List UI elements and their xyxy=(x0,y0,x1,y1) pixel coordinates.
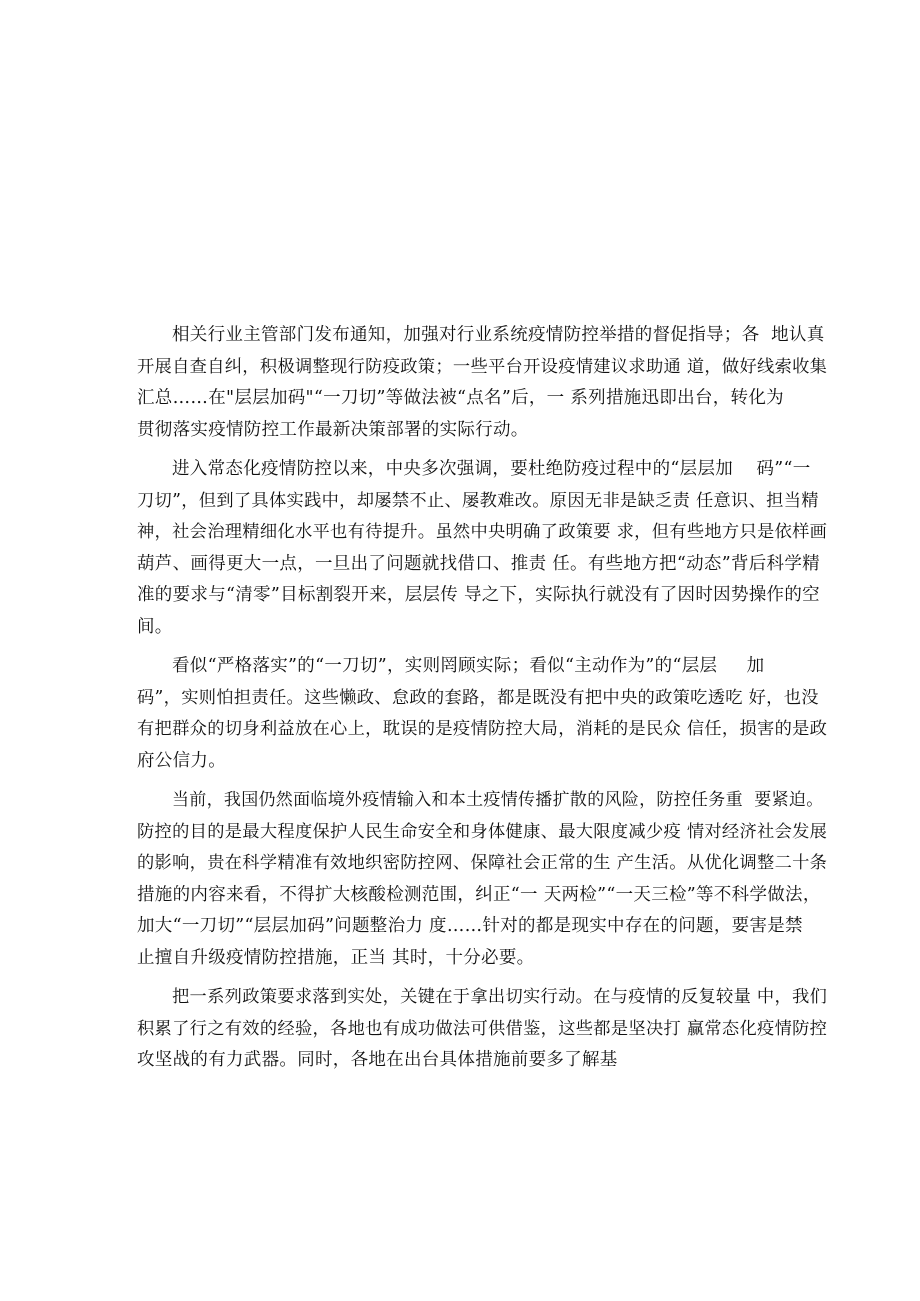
paragraph-line: 有把群众的切身利益放在心上，耽误的是疫情防控大局，消耗的是民众 信任，损害的是政 xyxy=(137,719,828,739)
paragraph-line: 进入常态化疫情防控以来，中央多次强调，要杜绝防疫过程中的“层层加 码”“一 xyxy=(172,459,811,479)
paragraph-line: 府公信力。 xyxy=(137,750,226,771)
paragraph-line: 开展自查自纠，积极调整现行防疫政策；一些平台开设疫情建议求助通 道，做好线索收集 xyxy=(137,356,828,377)
paragraph-line: 措施的内容来看，不得扩大核酸检测范围，纠正“一 天两检”“一天三检”等不科学做法， xyxy=(137,884,821,905)
paragraph-line: 防控的目的是最大程度保护人民生命安全和身体健康、最大限度减少疫 情对经济社会发展 xyxy=(137,821,828,842)
paragraph-1 xyxy=(137,320,828,446)
paragraph-line: 葫芦、画得更大一点，一旦出了问题就找借口、推责 任。有些地方把“动态”背后科学精 xyxy=(137,553,820,574)
paragraph-line: 间。 xyxy=(137,616,173,637)
paragraph-line: 看似“严格落实”的“一刀切”，实则罔顾实际；看似“主动作为”的“层层 加 xyxy=(172,656,765,676)
paragraph-line: 贯彻落实疫情防控工作最新决策部署的实际行动。 xyxy=(137,419,529,440)
paragraph-line: 相关行业主管部门发布通知，加强对行业系统疫情防控举措的督促指导；各 地认真 xyxy=(172,325,825,345)
paragraph-line: 把一系列政策要求落到实处，关键在于拿出切实行动。在与疫情的反复较量 中，我们 xyxy=(172,987,828,1007)
paragraph-5 xyxy=(137,982,828,1077)
paragraph-line: 码”，实则怕担责任。这些懒政、怠政的套路，都是既没有把中央的政策吃透吃 好，也没 xyxy=(137,687,819,708)
paragraph-3 xyxy=(137,651,828,777)
paragraph-line: 止擅自升级疫情防控措施，正当 其时，十分必要。 xyxy=(137,947,535,968)
document-body xyxy=(137,320,828,1085)
paragraph-2 xyxy=(137,454,828,643)
paragraph-line: 的影响，贵在科学精准有效地织密防控网、保障社会正常的生 产生活。从优化调整二十条 xyxy=(137,853,828,873)
paragraph-line: 刀切”，但到了具体实践中，却屡禁不止、屡教难改。原因无非是缺乏责 任意识、担当精 xyxy=(137,490,819,511)
paragraph-line: 神，社会治理精细化水平也有待提升。虽然中央明确了政策要 求，但有些地方只是依样画 xyxy=(137,522,828,542)
paragraph-line: 攻坚战的有力武器。同时，各地在出台具体措施前要多了解基 xyxy=(137,1050,618,1070)
paragraph-4 xyxy=(137,785,828,974)
paragraph-line: 准的要求与“清零”目标割裂开来，层层传 导之下，实际执行就没有了因时因势操作的空 xyxy=(137,585,820,605)
paragraph-line: 加大“一刀切”“层层加码”问题整治力 度……针对的都是现实中存在的问题，要害是禁 xyxy=(137,916,803,936)
paragraph-line: 汇总……在"层层加码"“一刀切”等做法被“点名”后，一 系列措施迅即出台，转化为 xyxy=(137,388,784,408)
paragraph-line: 当前，我国仍然面临境外疫情输入和本土疫情传播扩散的风险，防控任务重 要紧迫。 xyxy=(172,790,824,810)
paragraph-line: 积累了行之有效的经验，各地也有成功做法可供借鉴，这些都是坚决打 赢常态化疫情防控 xyxy=(137,1018,828,1039)
